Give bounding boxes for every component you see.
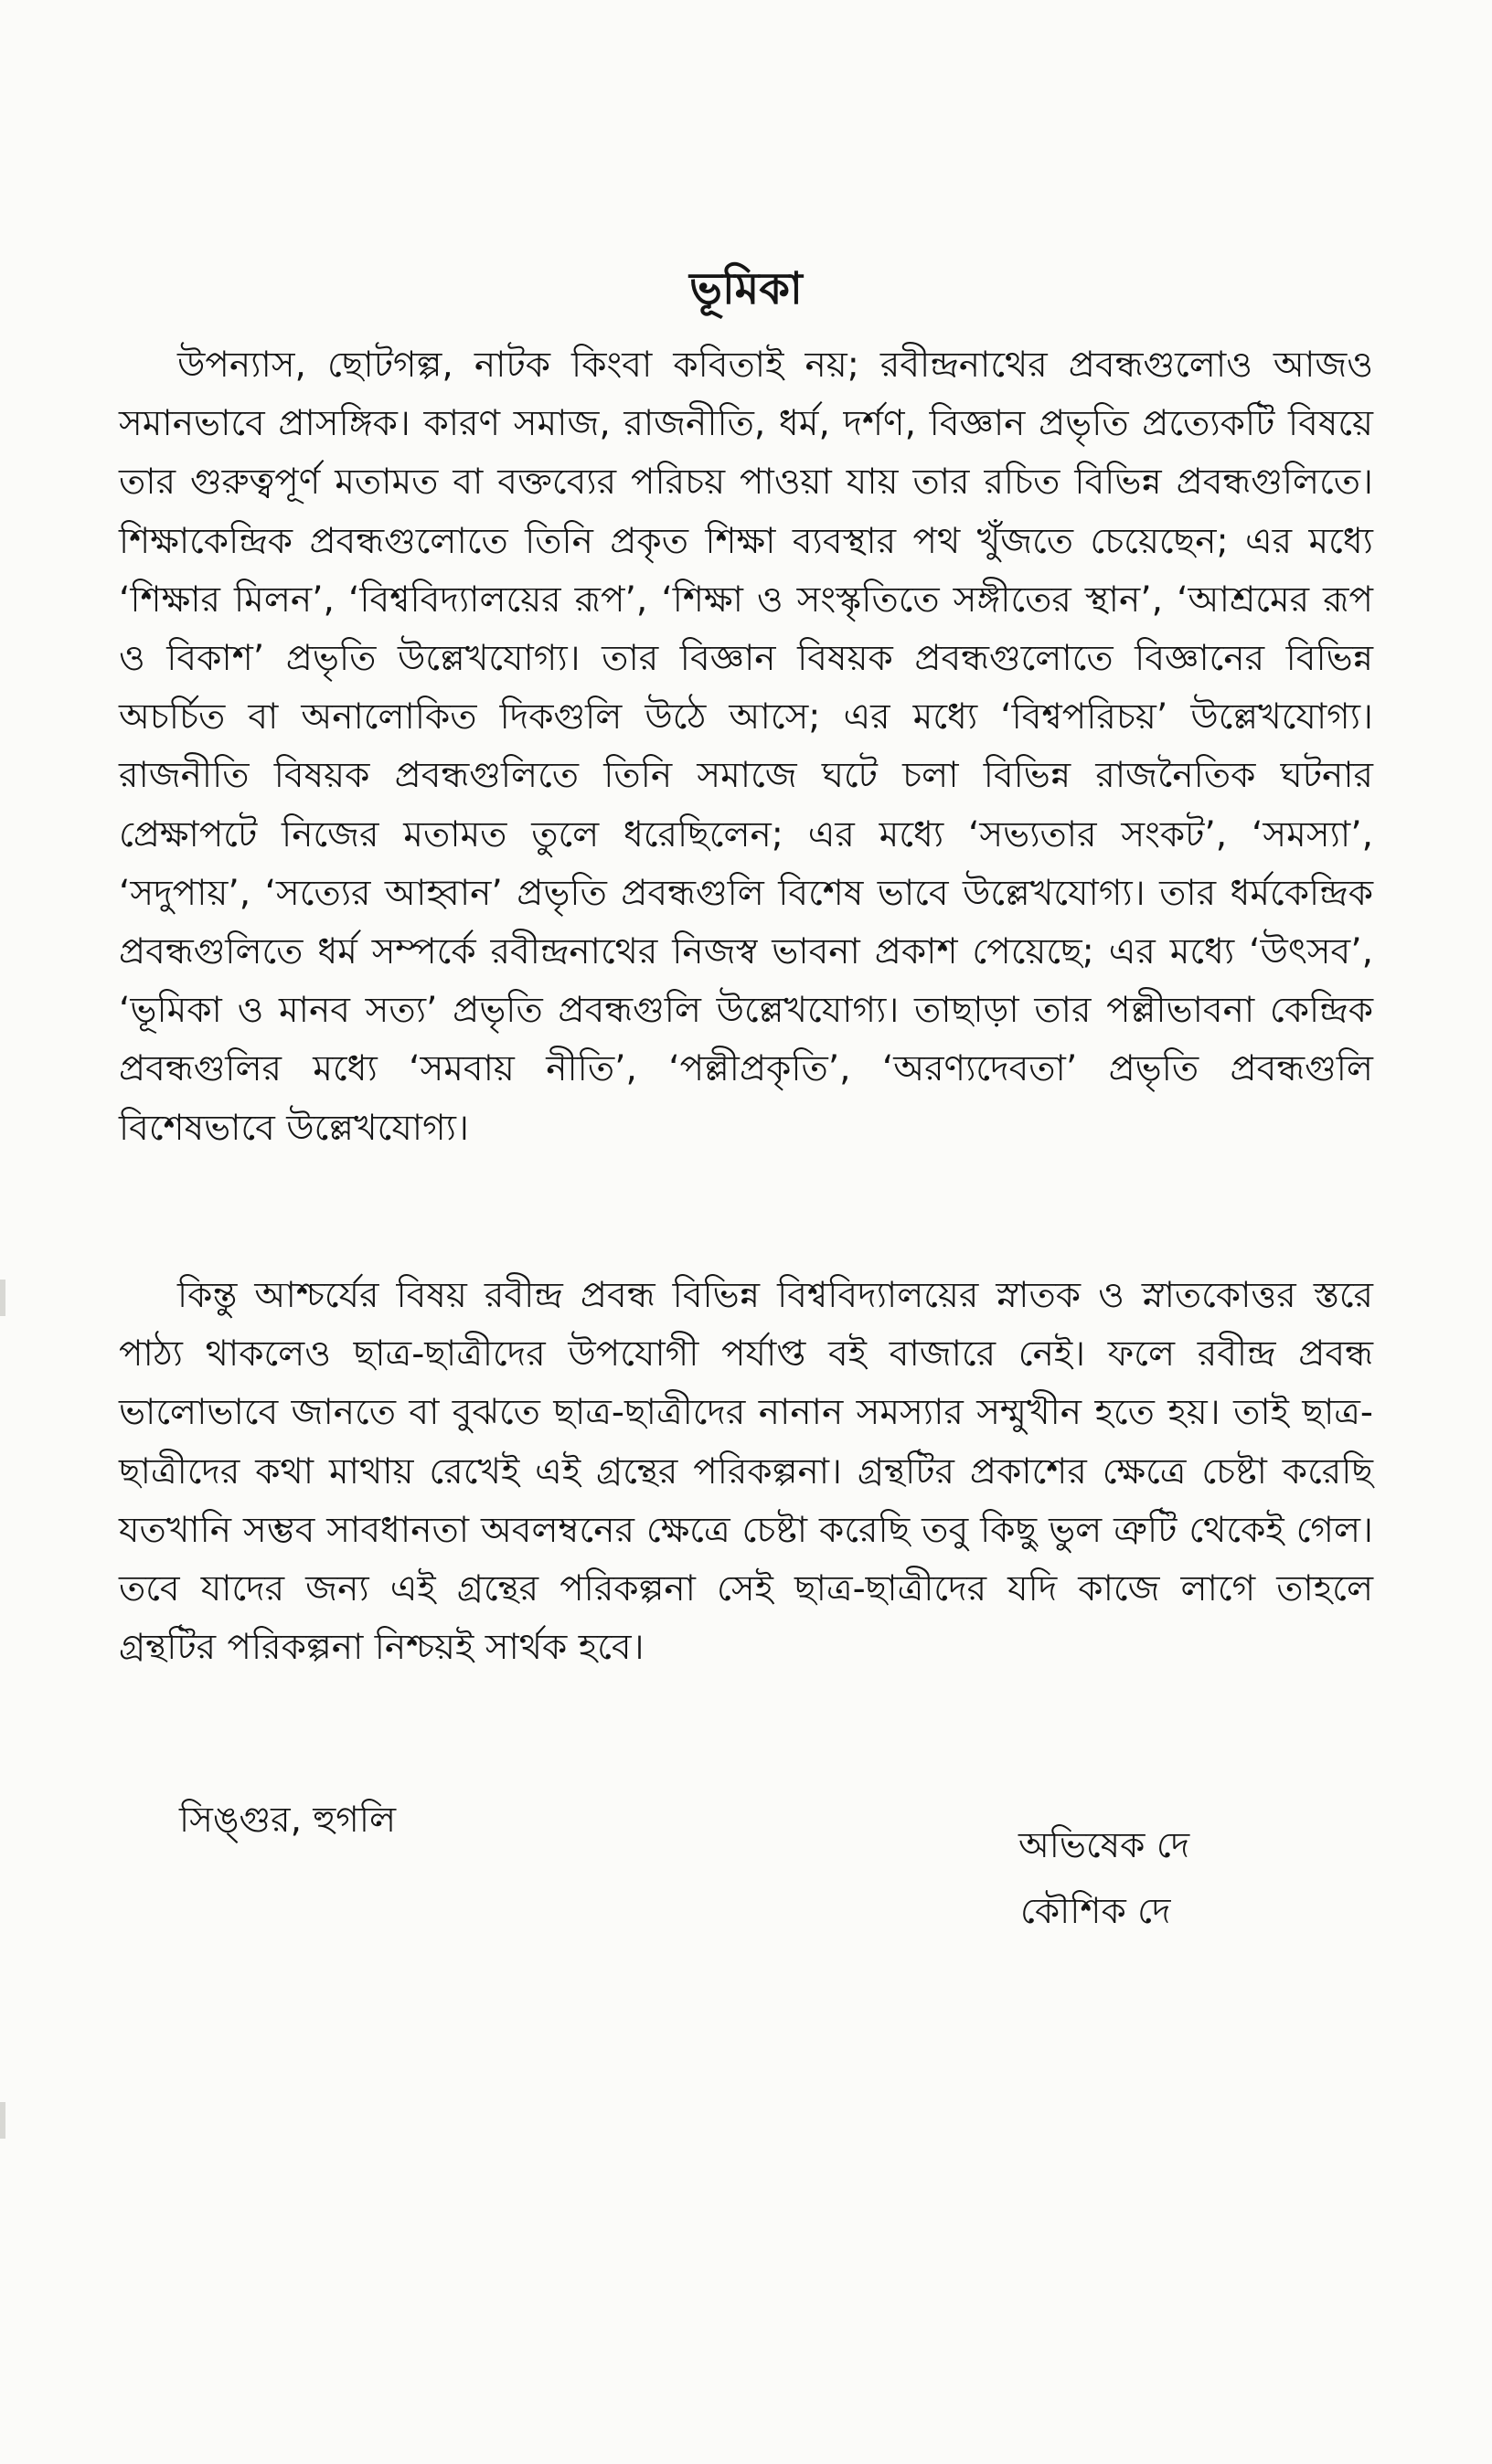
page-edge-mark [0, 1280, 5, 1316]
page-title: ভূমিকা [689, 263, 803, 314]
page-edge-mark [0, 2102, 5, 2139]
author-name-1: অভিষেক দে [1018, 1825, 1190, 1866]
place-signature: সিঙ্গুর, হুগলি [179, 1800, 397, 1841]
body-paragraph-2: কিন্তু আশ্চর্যের বিষয় রবীন্দ্র প্রবন্ধ বিভিন্ন বিশ্ববিদ্যালয়ের স্নাতক ও স্নাতকোত্তর স্তরে পাঠ্য থাকলেও ছাত্র-ছাত্রীদের উপযোগী পর্যাপ্ত বই বাজারে নেই। ফলে রবীন্দ্র প্রবন্ধ ভালোভাবে জানতে বা বুঝতে ছাত্র-ছাত্রীদের নানান সমস্যার সম্মুখীন হতে হয়। তাই ছাত্র-ছাত্রীদের কথা মাথায় রেখেই এই গ্রন্থের পরিকল্পনা। গ্রন্থটির প্রকাশের ক্ষেত্রে চেষ্টা করেছি যতখানি সম্ভব সাবধানতা অবলম্বনের ক্ষেত্রে চেষ্টা করেছি তবু কিছু ভুল ত্রুটি থেকেই গেল। তবে যাদের জন্য এই গ্রন্থের পরিকল্পনা সেই ছাত্র-ছাত্রীদের যদি কাজে লাগে তাহলে গ্রন্থটির পরিকল্পনা নিশ্চয়ই সার্থক হবে। [119, 1275, 1373, 1669]
author-name-2: কৌশিক দে [1020, 1891, 1171, 1932]
body-paragraph-1: উপন্যাস, ছোটগল্প, নাটক কিংবা কবিতাই নয়; রবীন্দ্রনাথের প্রবন্ধগুলোও আজও সমানভাবে প্রাসঙ্গিক। কারণ সমাজ, রাজনীতি, ধর্ম, দর্শণ, বিজ্ঞান প্রভৃতি প্রত্যেকটি বিষয়ে তার গুরুত্বপূর্ণ মতামত বা বক্তব্যের পরিচয় পাওয়া যায় তার রচিত বিভিন্ন প্রবন্ধগুলিতে। শিক্ষাকেন্দ্রিক প্রবন্ধগুলোতে তিনি প্রকৃত শিক্ষা ব্যবস্থার পথ খুঁজতে চেয়েছেন; এর মধ্যে ‘শিক্ষার মিলন’, ‘বিশ্ববিদ্যালয়ের রূপ’, ‘শিক্ষা ও সংস্কৃতিতে সঙ্গীতের স্থান’, ‘আশ্রমের রূপ ও বিকাশ’ প্রভৃতি উল্লেখযোগ্য। তার বিজ্ঞান বিষয়ক প্রবন্ধগুলোতে বিজ্ঞানের বিভিন্ন অচর্চিত বা অনালোকিত দিকগুলি উঠে আসে; এর মধ্যে ‘বিশ্বপরিচয়’ উল্লেখযোগ্য। রাজনীতি বিষয়ক প্রবন্ধগুলিতে তিনি সমাজে ঘটে চলা বিভিন্ন রাজনৈতিক ঘটনার প্রেক্ষাপটে নিজের মতামত তুলে ধরেছিলেন; এর মধ্যে ‘সভ্যতার সংকট’, ‘সমস্যা’, ‘সদুপায়’, ‘সত্যের আহ্বান’ প্রভৃতি প্রবন্ধগুলি বিশেষ ভাবে উল্লেখযোগ্য। তার ধর্মকেন্দ্রিক প্রবন্ধগুলিতে ধর্ম সম্পর্কে রবীন্দ্রনাথের নিজস্ব ভাবনা প্রকাশ পেয়েছে; এর মধ্যে ‘উৎসব’, ‘ভূমিকা ও মানব সত্য’ প্রভৃতি প্রবন্ধগুলি উল্লেখযোগ্য। তাছাড়া তার পল্লীভাবনা কেন্দ্রিক প্রবন্ধগুলির মধ্যে ‘সমবায় নীতি’, ‘পল্লীপ্রকৃতি’, ‘অরণ্যদেবতা’ প্রভৃতি প্রবন্ধগুলি বিশেষভাবে উল্লেখযোগ্য। [119, 345, 1373, 1149]
